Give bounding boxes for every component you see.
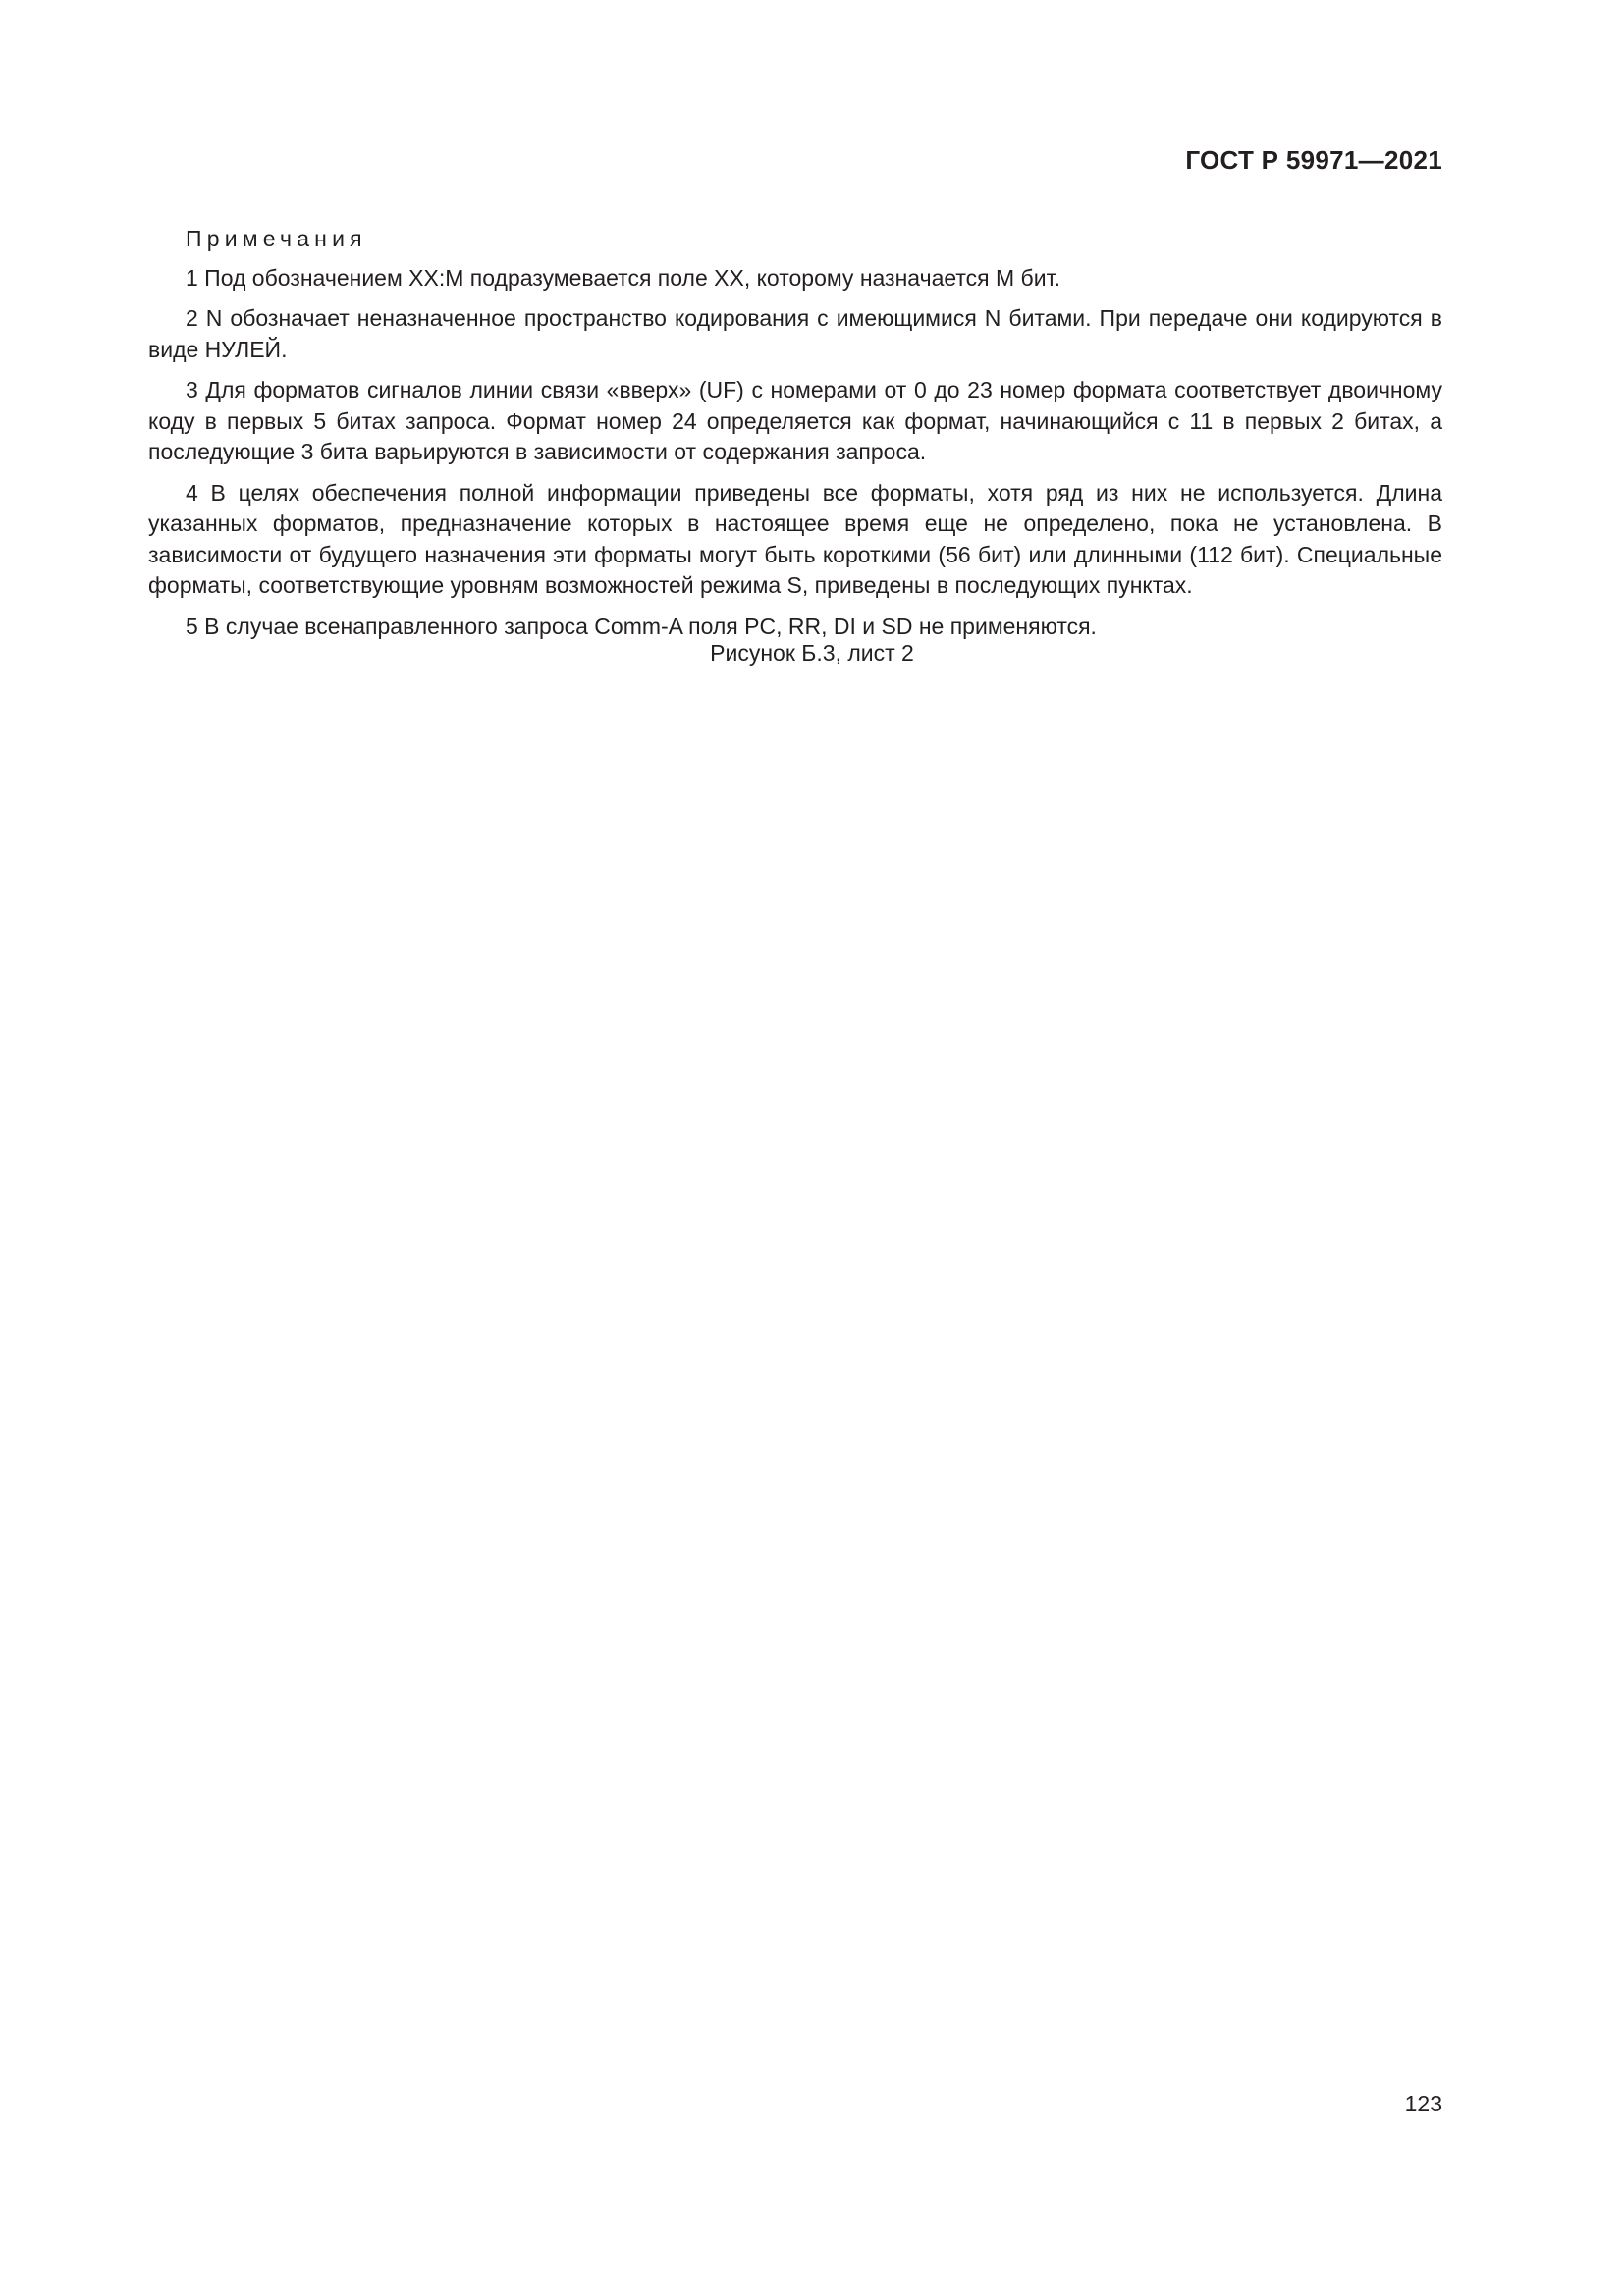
document-header: ГОСТ Р 59971—2021 xyxy=(1185,145,1442,175)
notes-heading: Примечания xyxy=(186,226,367,251)
page-number: 123 xyxy=(1404,2091,1442,2116)
note-item: 5 В случае всенаправленного запроса Comm-A поля PC, RR, DI и SD не применяются. xyxy=(186,613,1097,639)
note-item: 3 Для форматов сигналов линии связи «вверх» (UF) с номерами от 0 до 23 номер формата соответствует двоичному коду в первых 5 битах запроса. Формат номер 24 определяется как формат, начинающийся с 11 в первых 2 битах, а последующие 3 бита варьируются в зависимости от содержания запроса. xyxy=(148,377,1442,464)
figure-caption: Рисунок Б.3, лист 2 xyxy=(710,640,914,666)
note-item: 4 В целях обеспечения полной информации приведены все форматы, хотя ряд из них не используется. Длина указанных форматов, предназначение которых в настоящее время еще не определено, пока не установлена. В зависимости от будущего назначения эти форматы могут быть короткими (56 бит) или длинными (112 бит). Специальные форматы, соответствующие уровням возможностей режима S, приведены в последующих пунктах. xyxy=(148,479,1442,598)
note-item: 1 Под обозначением XX:M подразумевается поле XX, которому назначается M бит. xyxy=(186,264,1060,291)
notes-section xyxy=(148,224,1442,652)
note-item: 2 N обозначает неназначенное пространство кодирования с имеющимися N битами. При передаче они кодируются в виде НУЛЕЙ. xyxy=(148,305,1442,362)
